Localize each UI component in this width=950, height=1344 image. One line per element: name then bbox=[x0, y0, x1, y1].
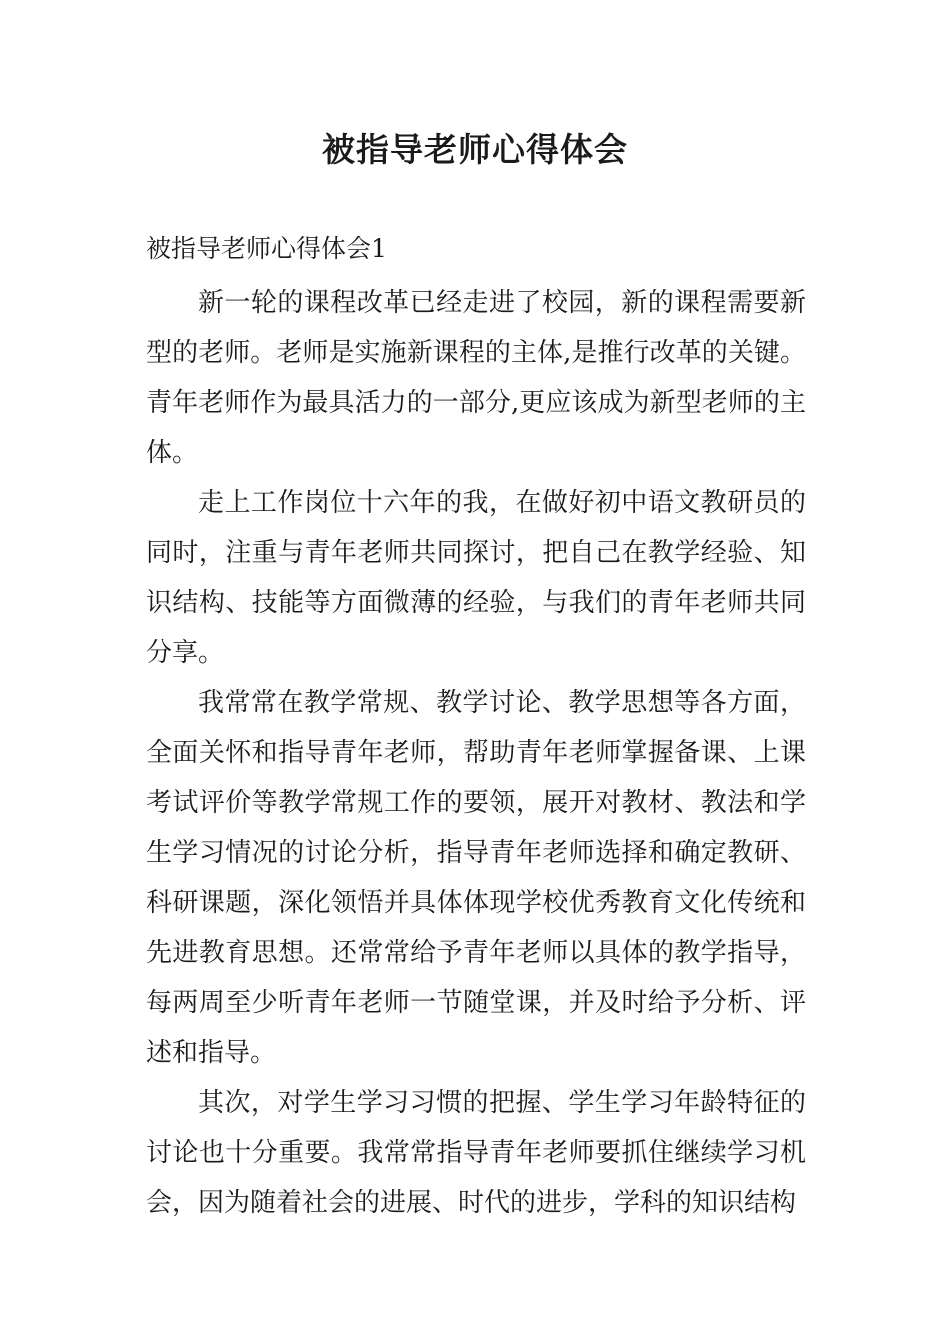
document-body bbox=[146, 278, 806, 1228]
section-heading: 被指导老师心得体会1 bbox=[146, 234, 387, 263]
paragraph-3: 我常常在教学常规、教学讨论、教学思想等各方面，全面关怀和指导青年老师，帮助青年老师掌握备课、上课考试评价等教学常规工作的要领，展开对教材、教法和学生学习情况的讨论分析，指导青年老师选择和确定教研、科研课题，深化领悟并具体体现学校优秀教育文化传统和先进教育思想。还常常给予青年老师以具体的教学指导，每两周至少听青年老师一节随堂课，并及时给予分析、评述和指导。 bbox=[146, 688, 806, 1068]
paragraph-2: 走上工作岗位十六年的我，在做好初中语文教研员的同时，注重与青年老师共同探讨，把自己在教学经验、知识结构、技能等方面微薄的经验，与我们的青年老师共同分享。 bbox=[146, 488, 806, 668]
paragraph-1: 新一轮的课程改革已经走进了校园，新的课程需要新型的老师。老师是实施新课程的主体,是推行改革的关键。青年老师作为最具活力的一部分,更应该成为新型老师的主体。 bbox=[146, 288, 806, 468]
document-title: 被指导老师心得体会 bbox=[322, 130, 628, 169]
paragraph-4: 其次，对学生学习习惯的把握、学生学习年龄特征的讨论也十分重要。我常常指导青年老师要抓住继续学习机会，因为随着社会的进展、时代的进步，学科的知识结构 bbox=[146, 1088, 806, 1218]
